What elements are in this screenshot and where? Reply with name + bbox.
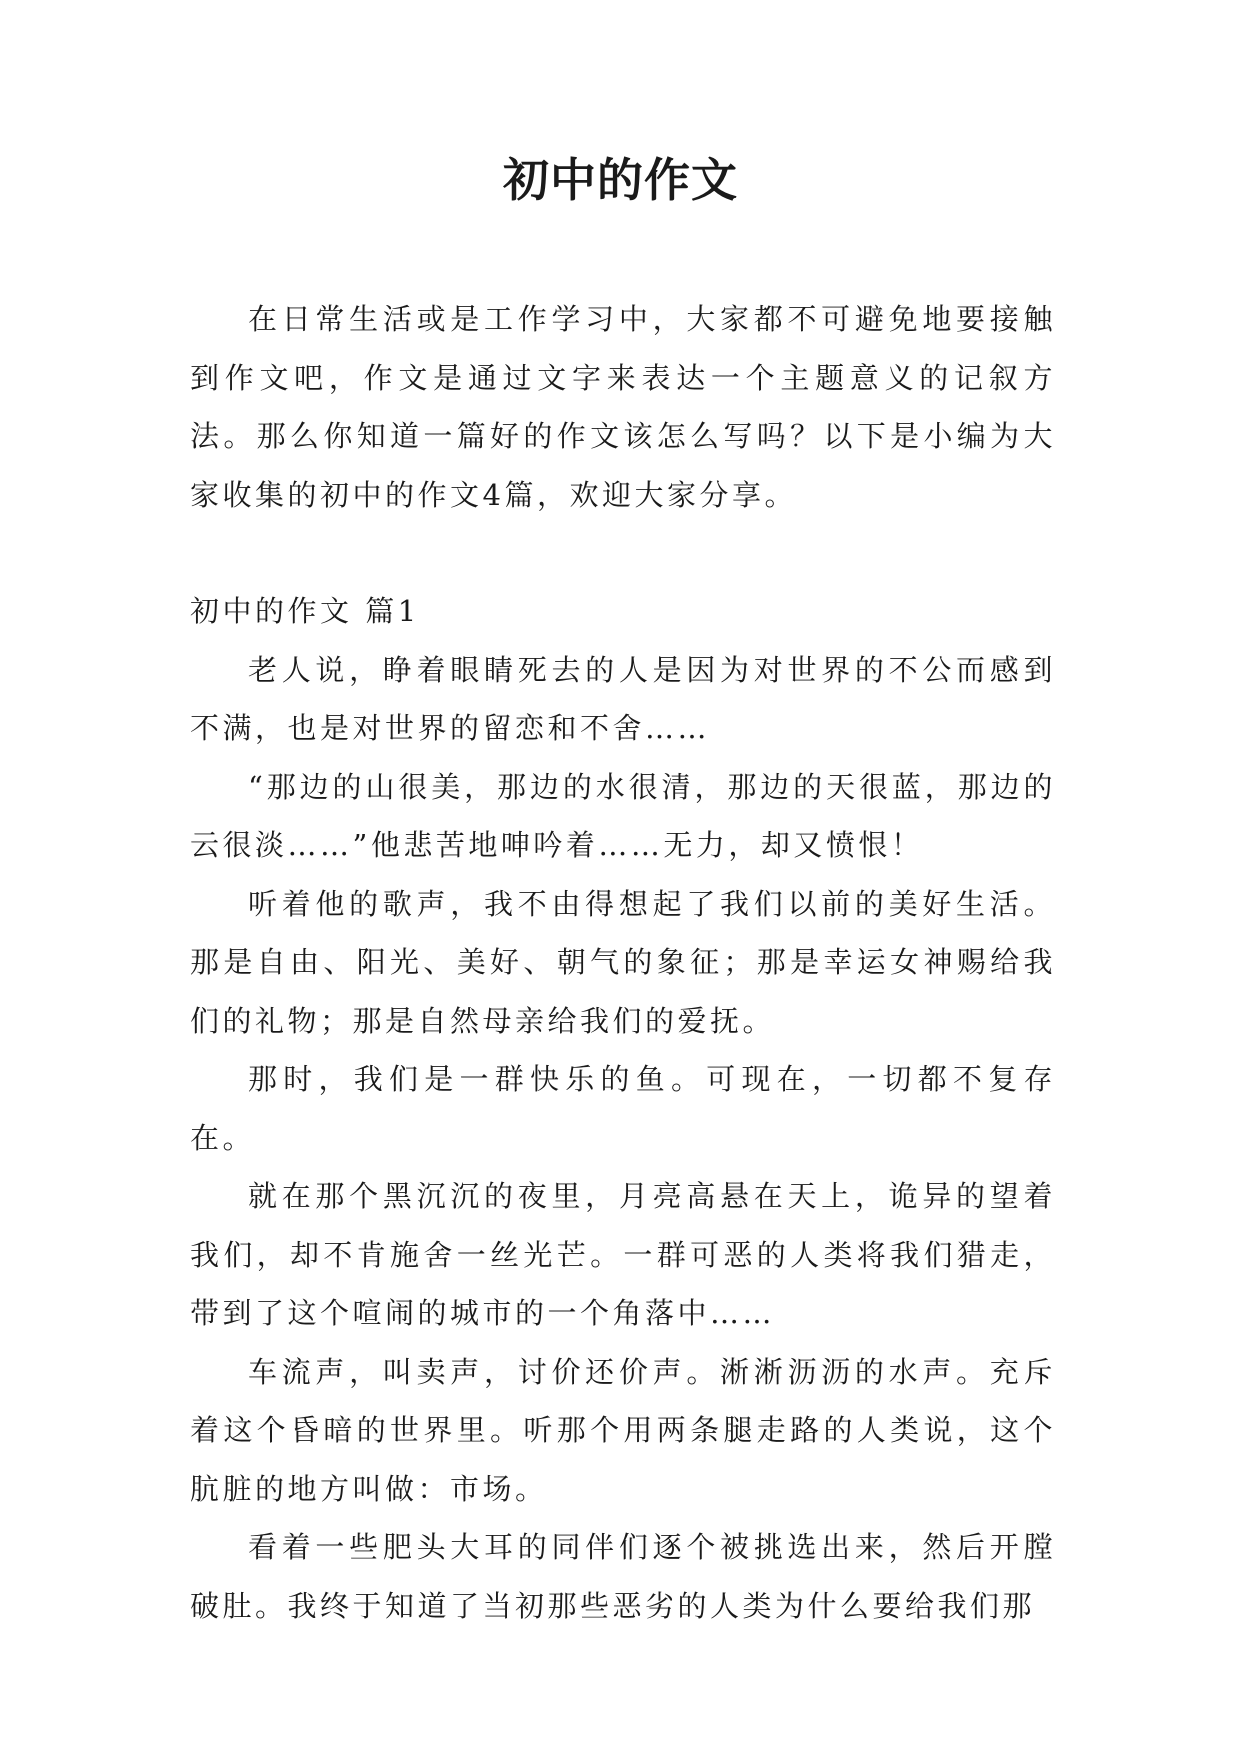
body-paragraph: “那边的山很美，那边的水很清，那边的天很蓝，那边的云很淡……”他悲苦地呻吟着……无力，却又愤恨！ bbox=[190, 769, 1056, 862]
section-heading: 初中的作文 篇1 bbox=[190, 594, 420, 628]
body-paragraph: 老人说，睁着眼睛死去的人是因为对世界的不公而感到不满，也是对世界的留恋和不舍…… bbox=[190, 652, 1056, 745]
body-paragraph: 车流声，叫卖声，讨价还价声。淅淅沥沥的水声。充斥着这个昏暗的世界里。听那个用两条腿走路的人类说，这个肮脏的地方叫做：市场。 bbox=[190, 1354, 1056, 1506]
intro-paragraph: 在日常生活或是工作学习中，大家都不可避免地要接触到作文吧，作文是通过文字来表达一个主题意义的记叙方法。那么你知道一篇好的作文该怎么写吗？以下是小编为大家收集的初中的作文4篇，欢迎大家分享。 bbox=[190, 302, 1056, 512]
body-paragraph: 听着他的歌声，我不由得想起了我们以前的美好生活。那是自由、阳光、美好、朝气的象征；那是幸运女神赐给我们的礼物；那是自然母亲给我们的爱抚。 bbox=[190, 886, 1056, 1038]
body-paragraph: 看着一些肥头大耳的同伴们逐个被挑选出来，然后开膛破肚。我终于知道了当初那些恶劣的人类为什么要给我们那 bbox=[190, 1530, 1056, 1623]
document-title: 初中的作文 bbox=[503, 153, 738, 207]
body-paragraph: 那时，我们是一群快乐的鱼。可现在，一切都不复存在。 bbox=[190, 1062, 1056, 1155]
body-paragraph: 就在那个黑沉沉的夜里，月亮高悬在天上，诡异的望着我们，却不肯施舍一丝光芒。一群可恶的人类将我们猎走，带到了这个喧闹的城市的一个角落中…… bbox=[190, 1179, 1056, 1330]
document-body bbox=[190, 290, 1056, 1635]
